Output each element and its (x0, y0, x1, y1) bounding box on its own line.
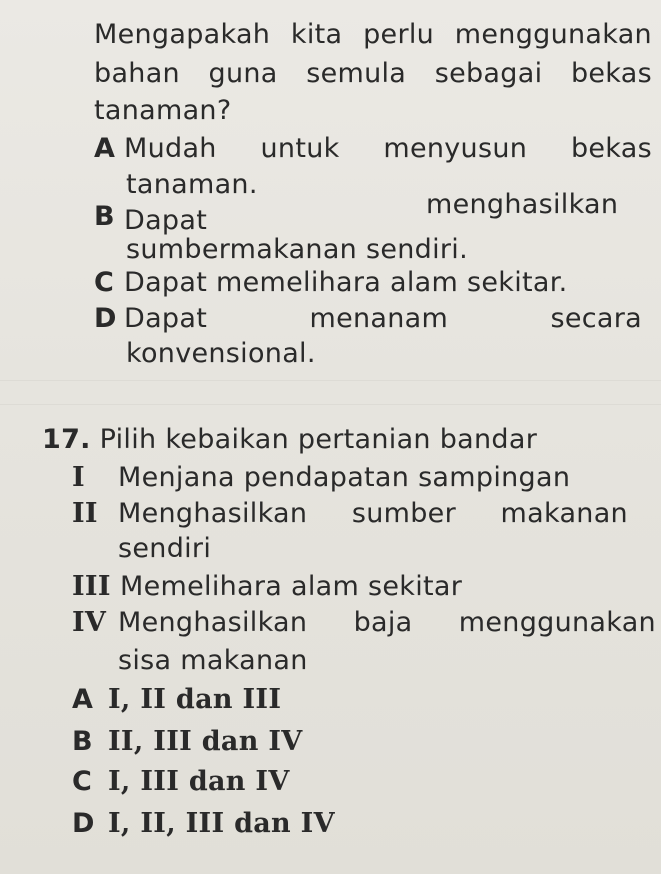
question-16-stem-line-2 (94, 57, 652, 91)
q17-option-c (72, 765, 290, 799)
q16-option-b-line-2: sumbermakanan sendiri. (126, 234, 468, 265)
q17-option-b (72, 725, 303, 759)
statement-numeral: II (72, 498, 98, 529)
q17-option-d (72, 807, 335, 841)
option-letter: D (94, 303, 117, 334)
q16-option-a-line-1: A Mudah untuk menyusun bekas (94, 133, 652, 164)
q17-statement-ii-line-1: II Menghasilkan sumber makanan (72, 498, 628, 529)
word: menghasilkan (426, 189, 619, 220)
option-text: I, II, III dan IV (108, 808, 335, 839)
q17-statement-iv-line-2: sisa makanan (118, 645, 308, 676)
question-17-stem (42, 423, 537, 457)
word: bahan (94, 58, 180, 89)
word: menanam (309, 303, 449, 334)
option-letter: B (94, 201, 115, 232)
statement-numeral: III (72, 571, 111, 602)
option-text: I, III dan IV (108, 766, 290, 797)
faint-ruled-line (0, 380, 661, 381)
word: bekas (570, 58, 652, 89)
q16-option-c (94, 266, 568, 300)
question-17-stem-text: Pilih kebaikan pertanian bandar (99, 424, 538, 455)
word: sumber (351, 498, 456, 529)
q16-option-a-line-2: tanaman. (126, 169, 258, 200)
question-number: 17. (42, 424, 91, 455)
word: menggunakan (458, 607, 656, 638)
q17-statement-i (72, 461, 570, 495)
faint-ruled-line (0, 404, 661, 405)
word: untuk (260, 133, 340, 164)
option-letter: C (72, 766, 93, 797)
q17-statement-iv-line-1: IV Menghasilkan baja menggunakan (72, 607, 656, 638)
word: guna (208, 58, 278, 89)
word: baja (353, 607, 413, 638)
word: semula (306, 58, 407, 89)
word: menggunakan (454, 19, 652, 50)
statement-numeral: I (72, 462, 85, 493)
option-letter: D (72, 808, 95, 839)
word: Dapat (124, 205, 208, 236)
word: bekas (570, 133, 652, 164)
statement-text: Memelihara alam sekitar (120, 571, 463, 602)
question-16-stem-line-1 (94, 18, 652, 52)
word: secara (550, 303, 642, 334)
option-letter: B (72, 726, 93, 757)
option-letter: A (94, 133, 116, 164)
word: perlu (363, 19, 435, 50)
word: sebagai (434, 58, 543, 89)
q16-option-d-line-2: konvensional. (126, 338, 316, 369)
q17-option-a (72, 683, 281, 717)
option-letter: A (72, 684, 94, 715)
statement-numeral: IV (72, 607, 107, 638)
q17-statement-iii (72, 570, 462, 604)
option-text: Dapat memelihara alam sekitar. (124, 267, 568, 298)
option-text: II, III dan IV (108, 726, 303, 757)
word: kita (290, 19, 343, 50)
statement-text: Menjana pendapatan sampingan (118, 462, 571, 493)
word: menyusun (383, 133, 528, 164)
word: Mengapakah (94, 19, 271, 50)
q16-option-b-line-1 (94, 189, 652, 236)
q16-option-d-line-1: D Dapat menanam secara (94, 303, 642, 334)
option-letter: C (94, 267, 115, 298)
option-text: I, II dan III (108, 684, 282, 715)
word: makanan (500, 498, 628, 529)
question-16-stem-line-3: tanaman? (94, 95, 232, 126)
q17-statement-ii-line-2: sendiri (118, 533, 212, 564)
